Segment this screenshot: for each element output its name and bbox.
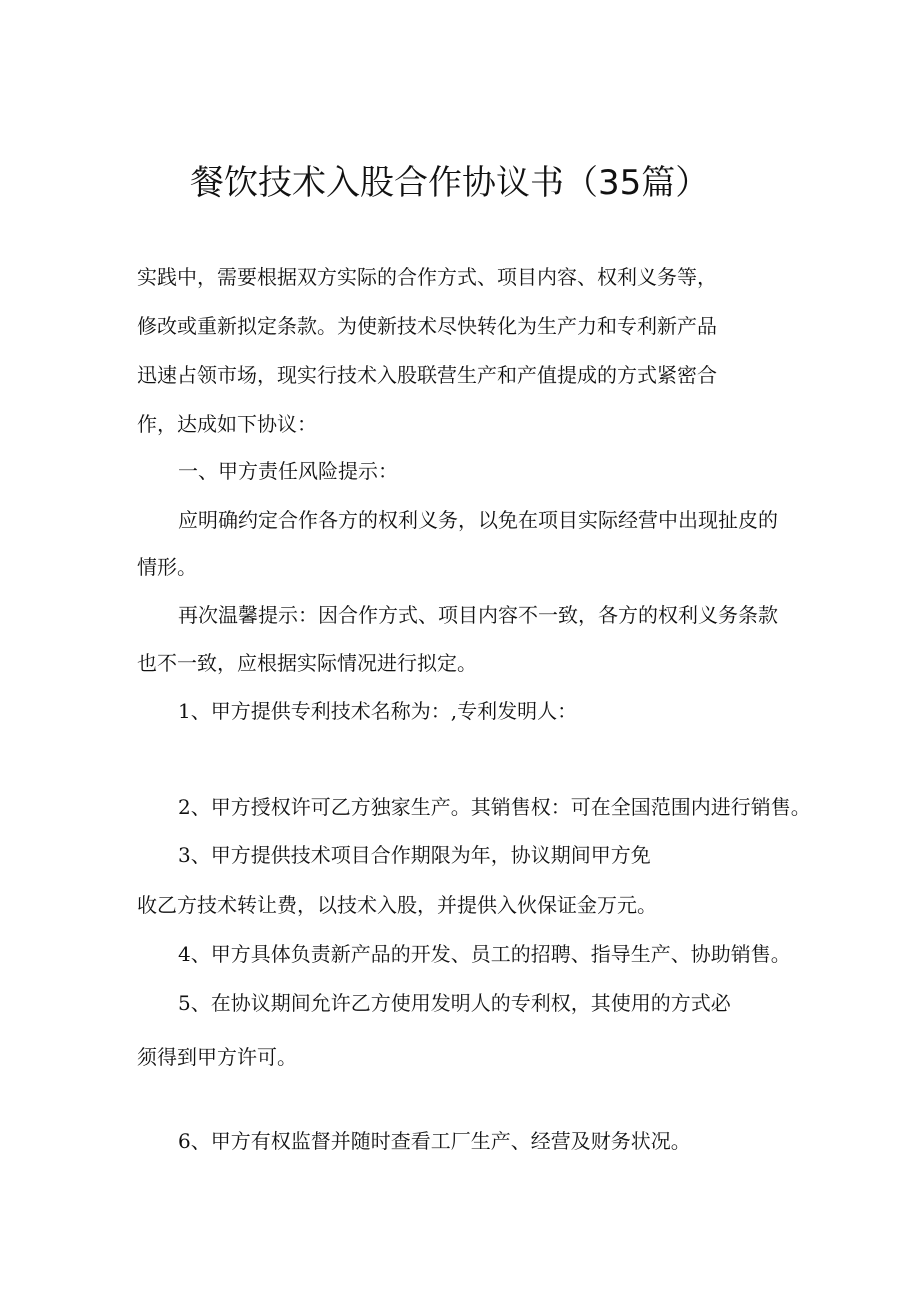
- paragraph-line: 情形。: [137, 555, 197, 579]
- section-heading: 一、甲方责任风险提示：: [178, 459, 398, 483]
- paragraph-line: 实践中，需要根据双方实际的合作方式、项目内容、权利义务等，: [137, 265, 717, 289]
- paragraph-line: 须得到甲方许可。: [137, 1045, 297, 1069]
- paragraph-line: 应明确约定合作各方的权利义务，以免在项目实际经营中出现扯皮的: [178, 508, 778, 532]
- document-title: 餐饮技术入股合作协议书（35篇）: [190, 163, 710, 203]
- clause-item: 4、甲方具体负责新产品的开发、员工的招聘、指导生产、协助销售。: [178, 942, 791, 966]
- paragraph-line: 作，达成如下协议：: [137, 412, 317, 436]
- clause-item: 6、甲方有权监督并随时查看工厂生产、经营及财务状况。: [178, 1129, 691, 1153]
- clause-item: 2、甲方授权许可乙方独家生产。其销售权：可在全国范围内进行销售。: [178, 795, 811, 819]
- paragraph-line: 再次温馨提示：因合作方式、项目内容不一致，各方的权利义务条款: [178, 603, 778, 627]
- paragraph-line: 迅速占领市场，现实行技术入股联营生产和产值提成的方式紧密合: [137, 363, 717, 387]
- clause-item: 5、在协议期间允许乙方使用发明人的专利权，其使用的方式必: [178, 991, 731, 1015]
- clause-item: 1、甲方提供专利技术名称为：,专利发明人：: [178, 699, 578, 723]
- paragraph-line: 也不一致，应根据实际情况进行拟定。: [137, 651, 477, 675]
- clause-item: 3、甲方提供技术项目合作期限为年，协议期间甲方免: [178, 843, 651, 867]
- paragraph-line: 收乙方技术转让费，以技术入股，并提供入伙保证金万元。: [137, 893, 657, 917]
- paragraph-line: 修改或重新拟定条款。为使新技术尽快转化为生产力和专利新产品: [137, 314, 717, 338]
